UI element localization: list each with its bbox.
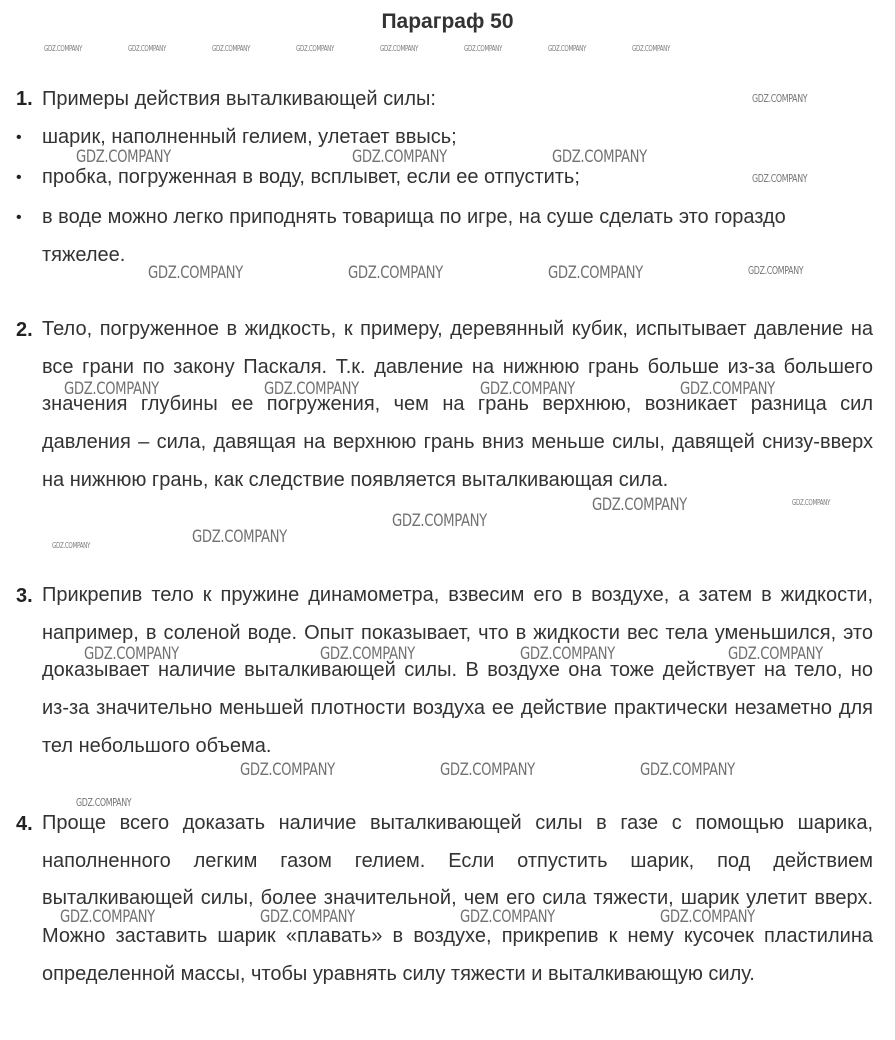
watermark: GDZ.COMPANY — [264, 379, 359, 399]
watermark: GDZ.COMPANY — [148, 263, 243, 283]
watermark: GDZ.COMPANY — [480, 379, 575, 399]
watermark: GDZ.COMPANY — [84, 644, 179, 664]
section-1-number: 1. — [16, 88, 33, 110]
watermark: GDZ.COMPANY — [128, 44, 167, 53]
watermark: GDZ.COMPANY — [592, 495, 687, 515]
section-1-bullet-2: пробка, погруженная в воду, всплывет, если ее отпустить; — [42, 166, 580, 188]
watermark: GDZ.COMPANY — [192, 527, 287, 547]
watermark: GDZ.COMPANY — [392, 511, 487, 531]
watermark: GDZ.COMPANY — [212, 44, 251, 53]
watermark: GDZ.COMPANY — [660, 907, 755, 927]
watermark: GDZ.COMPANY — [520, 644, 615, 664]
watermark: GDZ.COMPANY — [640, 760, 735, 780]
section-4-text: Проще всего доказать наличие выталкивающей силы в газе с помощью шарика, наполненного легким газом гелием. Если отпустить шарик, под действием выталкивающей силы, более значительной, чем его сила тяжести, шарик улетит вверх. Можно заставить шарик «плавать» в воздухе, прикрепив к нему кусочек пластилина определенной массы, чтобы уравнять силу тяжести и выталкивающую силу. — [42, 812, 873, 985]
page-title: Параграф 50 — [381, 10, 514, 33]
watermark: GDZ.COMPANY — [60, 907, 155, 927]
watermark: GDZ.COMPANY — [296, 44, 335, 53]
watermark: GDZ.COMPANY — [548, 263, 643, 283]
watermark: GDZ.COMPANY — [680, 379, 775, 399]
watermark: GDZ.COMPANY — [64, 379, 159, 399]
section-1-bullet-1: шарик, наполненный гелием, улетает ввысь; — [42, 126, 457, 148]
watermark: GDZ.COMPANY — [632, 44, 671, 53]
watermark: GDZ.COMPANY — [728, 644, 823, 664]
bullet-icon: • — [16, 129, 22, 146]
watermark: GDZ.COMPANY — [260, 907, 355, 927]
section-3-text: Прикрепив тело к пружине динамометра, взвесим его в воздухе, а затем в жидкости, например, в соленой воде. Опыт показывает, что в жидкости вес тела уменьшился, это доказывает наличие выталкивающей силы. В воздухе она тоже действует на тело, но из-за значительно меньшей плотности воздуха ее действие практически незаметно для тел небольшого объема. — [42, 584, 873, 757]
watermark: GDZ.COMPANY — [52, 541, 91, 550]
bullet-icon: • — [16, 209, 22, 226]
watermark: GDZ.COMPANY — [460, 907, 555, 927]
watermark: GDZ.COMPANY — [240, 760, 335, 780]
watermark: GDZ.COMPANY — [552, 147, 647, 167]
bullet-icon: • — [16, 169, 22, 186]
section-2-number: 2. — [16, 319, 33, 341]
watermark: GDZ.COMPANY — [380, 44, 419, 53]
section-1-bullet-3: в воде можно легко приподнять товарища по игре, на суше сделать это гораздо тяжелее. — [42, 206, 786, 266]
watermark: GDZ.COMPANY — [792, 498, 831, 507]
section-2-text: Тело, погруженное в жидкость, к примеру, деревянный кубик, испытывает давление на все грани по закону Паскаля. Т.к. давление на нижнюю грань больше из-за большего значения глубины ее погружения, чем на грань верхнюю, возникает разница сил давления – сила, давящая на верхнюю грань вниз меньше силы, давящей снизу-вверх на нижнюю грань, как следствие появляется выталкивающая сила. — [42, 318, 873, 491]
watermark: GDZ.COMPANY — [440, 760, 535, 780]
section-1-intro: Примеры действия выталкивающей силы: — [42, 88, 436, 110]
watermark: GDZ.COMPANY — [548, 44, 587, 53]
watermark: GDZ.COMPANY — [348, 263, 443, 283]
watermark: GDZ.COMPANY — [464, 44, 503, 53]
watermark: GDZ.COMPANY — [752, 172, 808, 185]
watermark: GDZ.COMPANY — [76, 796, 132, 809]
section-3-number: 3. — [16, 585, 33, 607]
watermark: GDZ.COMPANY — [352, 147, 447, 167]
watermark: GDZ.COMPANY — [752, 92, 808, 105]
watermark: GDZ.COMPANY — [320, 644, 415, 664]
section-4-number: 4. — [16, 813, 33, 835]
watermark: GDZ.COMPANY — [76, 147, 171, 167]
watermark: GDZ.COMPANY — [44, 44, 83, 53]
watermark: GDZ.COMPANY — [748, 264, 804, 277]
